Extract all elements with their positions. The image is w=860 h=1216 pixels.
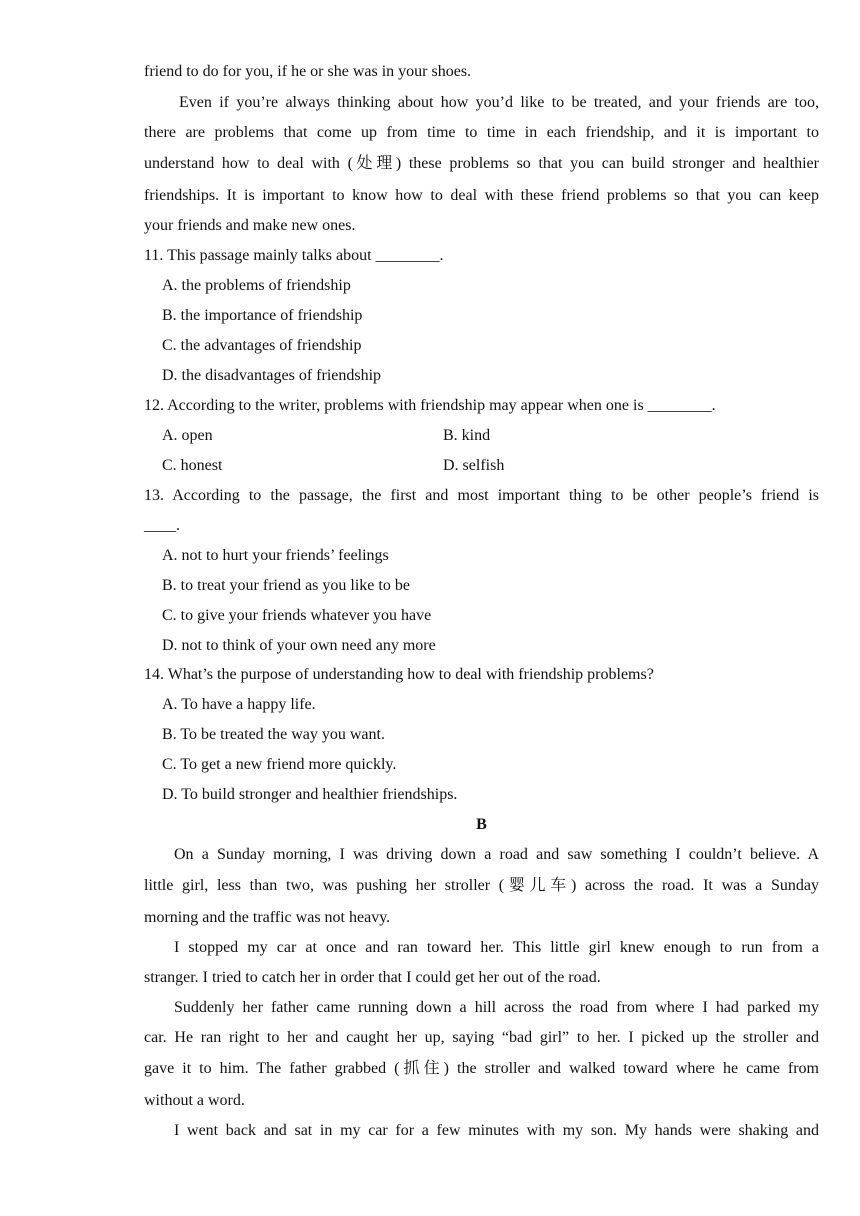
question-14-option-b: B. To be treated the way you want. (162, 726, 385, 743)
text-line: friend to do for you, if he or she was in your shoes. (144, 63, 472, 80)
question-13-option-a: A. not to hurt your friends’ feelings (162, 547, 389, 564)
question-12-stem: 12. According to the writer, problems with friendship may appear when one is ________. (144, 397, 716, 414)
question-11-option-c: C. the advantages of friendship (162, 337, 362, 354)
question-12-option-c: C. honest (162, 457, 223, 474)
question-14-option-a: A. To have a happy life. (162, 696, 316, 713)
text-line: morning and the traffic was not heavy. (144, 909, 391, 926)
text-line: friendships. It is important to know how to deal with these friend problems so that you can keep (144, 187, 819, 204)
text-line: your friends and make new ones. (144, 217, 356, 234)
question-11-stem: 11. This passage mainly talks about ________. (144, 247, 444, 264)
question-13-option-d: D. not to think of your own need any more (162, 637, 436, 654)
section-heading: B (476, 816, 487, 833)
text-line: little girl, less than two, was pushing her stroller (婴儿车) across the road. It was a Sunday (144, 877, 819, 894)
question-13-option-c: C. to give your friends whatever you have (162, 607, 432, 624)
question-14-option-c: C. To get a new friend more quickly. (162, 756, 397, 773)
question-14-option-d: D. To build stronger and healthier friendships. (162, 786, 458, 803)
question-14-stem: 14. What’s the purpose of understanding how to deal with friendship problems? (144, 666, 654, 683)
question-13-stem: 13. According to the passage, the first and most important thing to be other people’s friend is (144, 487, 819, 504)
question-13-option-b: B. to treat your friend as you like to be (162, 577, 410, 594)
question-11-option-b: B. the importance of friendship (162, 307, 363, 324)
question-11-option-a: A. the problems of friendship (162, 277, 351, 294)
text-line: On a Sunday morning, I was driving down a road and saw something I couldn’t believe. A (174, 846, 819, 863)
text-line: without a word. (144, 1092, 245, 1109)
text-line: stranger. I tried to catch her in order that I could get her out of the road. (144, 969, 601, 986)
question-11-option-d: D. the disadvantages of friendship (162, 367, 382, 384)
text-line: I stopped my car at once and ran toward her. This little girl knew enough to run from a (174, 939, 819, 956)
text-line: I went back and sat in my car for a few minutes with my son. My hands were shaking and (174, 1122, 819, 1139)
text-line: there are problems that come up from time to time in each friendship, and it is important to (144, 124, 819, 141)
question-13-stem-cont: ____. (144, 517, 180, 534)
question-12-option-d: D. selfish (443, 457, 505, 474)
question-12-option-b: B. kind (443, 427, 491, 444)
text-line: understand how to deal with (处理) these problems so that you can build stronger and healthier (144, 155, 819, 172)
question-12-option-a: A. open (162, 427, 213, 444)
text-line: Even if you’re always thinking about how you’d like to be treated, and your friends are too, (179, 94, 819, 111)
text-line: Suddenly her father came running down a hill across the road from where I had parked my (174, 999, 819, 1016)
text-line: gave it to him. The father grabbed (抓住) the stroller and walked toward where he came from (144, 1060, 819, 1077)
text-line: car. He ran right to her and caught her up, saying “bad girl” to her. I picked up the stroller and (144, 1029, 819, 1046)
